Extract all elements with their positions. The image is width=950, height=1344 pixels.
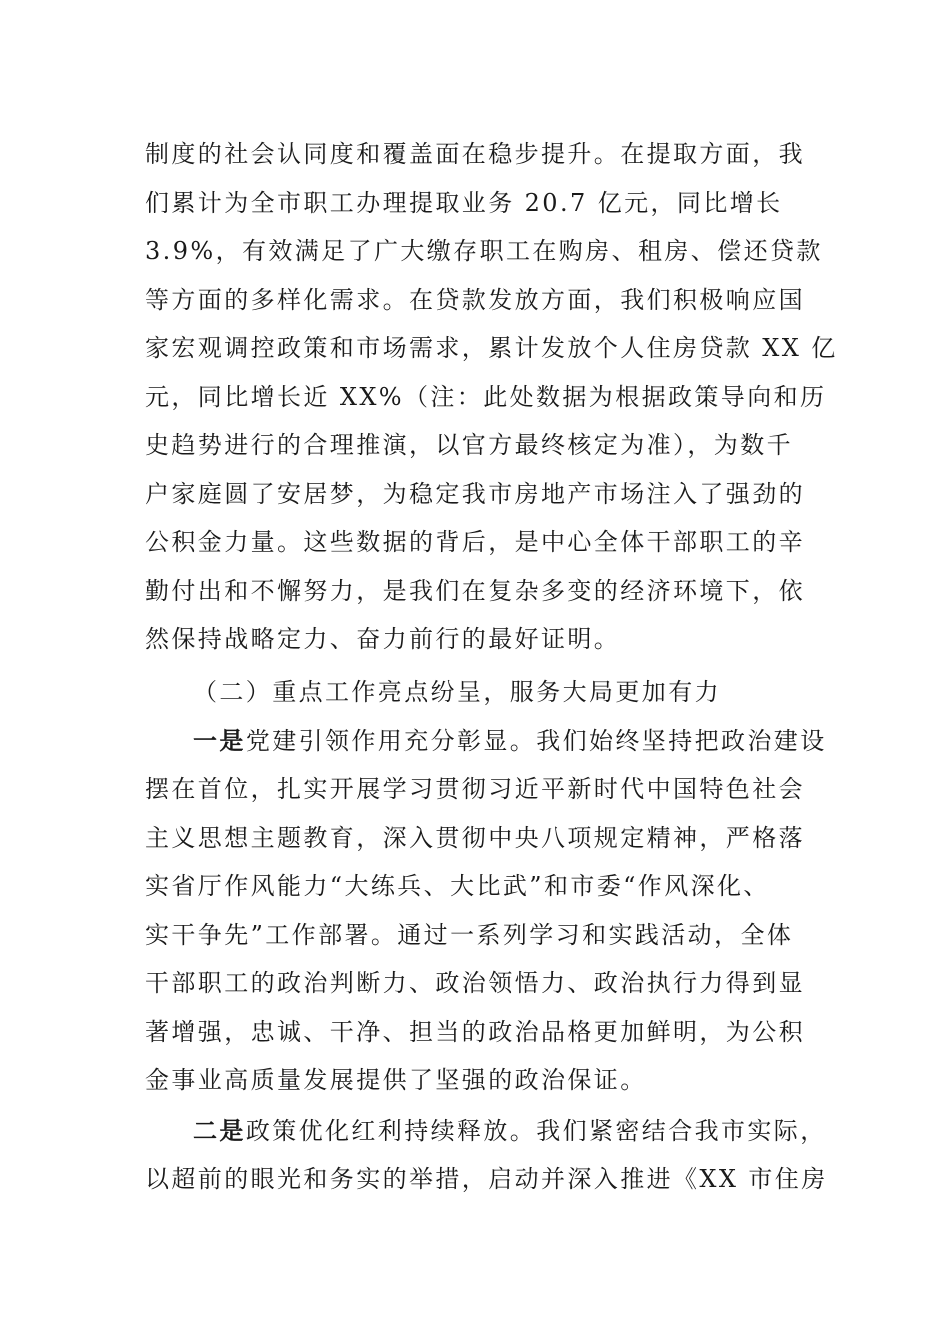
text-line: 公积金力量。这些数据的背后，是中心全体干部职工的辛 — [145, 528, 805, 556]
text-line: 史趋势进行的合理推演，以官方最终核定为准），为数千 — [145, 431, 793, 459]
paragraph-party-building-first-line — [145, 717, 827, 766]
paragraph-policy-first-line — [145, 1107, 827, 1156]
text-line: 等方面的多样化需求。在贷款发放方面，我们积极响应国 — [145, 285, 805, 314]
paragraph-lead-label: 二是 — [193, 1115, 246, 1145]
section-heading: （二）重点工作亮点纷呈，服务大局更加有力 — [193, 678, 721, 706]
text-line: 著增强，忠诚、干净、担当的政治品格更加鲜明，为公积 — [145, 1017, 805, 1046]
text-line: 3.9%，有效满足了广大缴存职工在购房、租房、偿还贷款 — [145, 237, 823, 265]
text-line: 主义思想主题教育，深入贯彻中央八项规定精神，严格落 — [145, 823, 805, 852]
text-line: 干部职工的政治判断力、政治领悟力、政治执行力得到显 — [145, 969, 805, 997]
text-line: 制度的社会认同度和覆盖面在稳步提升。在提取方面，我 — [145, 140, 805, 168]
text-line: 金事业高质量发展提供了坚强的政治保证。 — [145, 1066, 647, 1094]
text-line: 元，同比增长近 XX%（注：此处数据为根据政策导向和历 — [145, 382, 827, 411]
paragraph-lead-label: 一是 — [193, 725, 246, 755]
section-two — [145, 668, 828, 1204]
text-line: 勤付出和不懈努力，是我们在复杂多变的经济环境下，依 — [145, 576, 805, 605]
text-line: 然保持战略定力、奋力前行的最好证明。 — [145, 625, 621, 653]
text-line: 以超前的眼光和务实的举措，启动并深入推进《XX 市住房 — [145, 1165, 828, 1193]
text-line: 实干争先”工作部署。通过一系列学习和实践活动，全体 — [145, 920, 794, 949]
text-line: 们累计为全市职工办理提取业务 20.7 亿元，同比增长 — [145, 188, 783, 217]
paragraph-housing-fund-stats — [145, 130, 838, 664]
text-line: 党建引领作用充分彰显。我们始终坚持把政治建设 — [245, 726, 827, 755]
text-line: 户家庭圆了安居梦，为稳定我市房地产市场注入了强劲的 — [145, 479, 805, 508]
text-line: 实省厅作风能力“大练兵、大比武”和市委“作风深化、 — [145, 872, 770, 900]
text-line: 摆在首位，扎实开展学习贯彻习近平新时代中国特色社会 — [145, 775, 805, 803]
text-line: 政策优化红利持续释放。我们紧密结合我市实际， — [245, 1116, 827, 1145]
text-line: 家宏观调控政策和市场需求，累计发放个人住房贷款 XX 亿 — [145, 334, 838, 362]
